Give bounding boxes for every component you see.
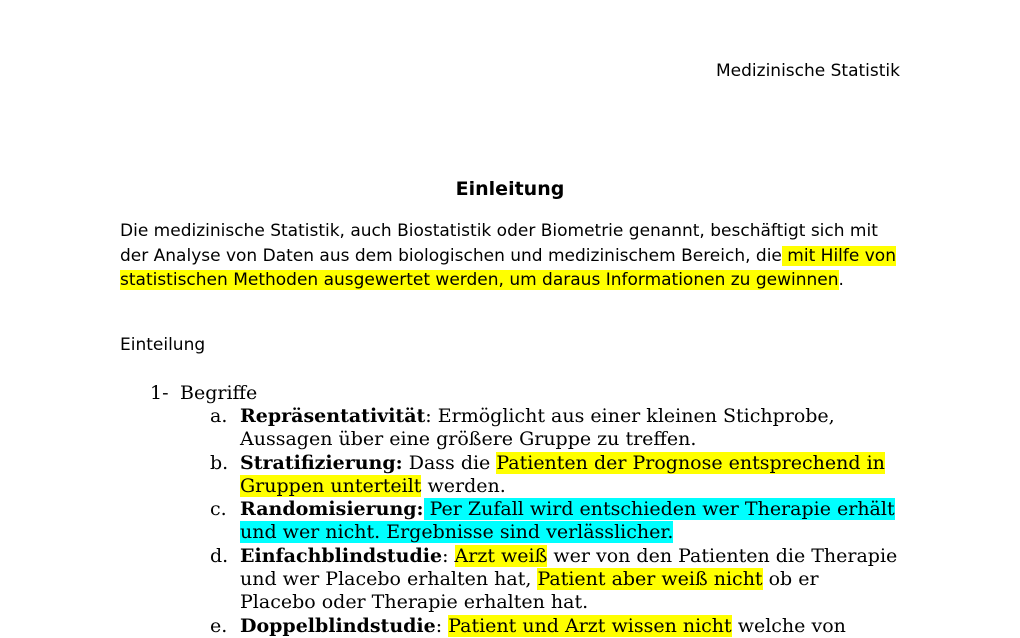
definition-highlight: Per Zufall wird entschieden wer Therapie erhält und wer nicht. Ergebnisse sind verlässlicher. [240,498,895,544]
intro-end: . [838,270,844,290]
document-title: Einleitung [455,178,565,200]
definition-highlight: Arzt weiß [454,544,548,567]
list-item [210,545,900,615]
definition-highlight: Patienten der Prognose entsprechend in Gruppen unterteilt [240,451,885,497]
list-label: Begriffe [180,382,258,404]
intro-text: Die medizinische Statistik, auch Biostatistik oder Biometrie genannt, beschäftigt sich mit der Analyse von Daten aus dem biologischen und medizinischem Bereich, die [120,221,878,266]
definition-highlight: Patient und Arzt wissen nicht [448,614,732,637]
definition-end: welche von [731,614,846,637]
intro-paragraph [120,219,902,293]
definition-end: ob er Placebo oder Therapie erhalten hat. [240,568,819,614]
list-marker: c. [210,498,227,521]
definition: Ermöglicht aus einer kleinen Stichprobe, Aussagen über eine größere Gruppe zu treffen. [240,405,835,451]
list-marker: d. [210,544,229,567]
section-label: Einteilung [120,335,206,355]
definition-highlight: Patient aber weiß nicht [537,568,763,591]
list-item [210,452,900,499]
separator: : [435,614,449,637]
definition: wer von den Patienten die Therapie und wer Placebo erhalten hat, [240,544,898,591]
definition: Dass die [402,451,497,474]
list-item [210,615,900,638]
term: Einfachblindstudie [240,544,443,567]
term: Doppelblindstudie [240,614,436,637]
separator: : [442,544,455,567]
list-marker: a. [210,405,228,427]
numbered-list-item [150,382,257,406]
list-item [210,405,900,452]
list-marker: e. [210,614,228,637]
separator: : [425,405,438,427]
page-header: Medizinische Statistik [716,61,900,81]
term: Repräsentativität [240,405,426,427]
definition-end: werden. [421,474,506,497]
intro-highlight: mit Hilfe von statistischen Methoden ausgewertet werden, um daraus Informationen zu gewinnen [120,245,896,290]
list-number: 1- [150,382,169,404]
term: Stratifizierung: [240,451,403,474]
term: Randomisierung: [240,498,424,521]
list-item [210,498,900,545]
sub-list [210,405,900,638]
list-marker: b. [210,451,229,474]
